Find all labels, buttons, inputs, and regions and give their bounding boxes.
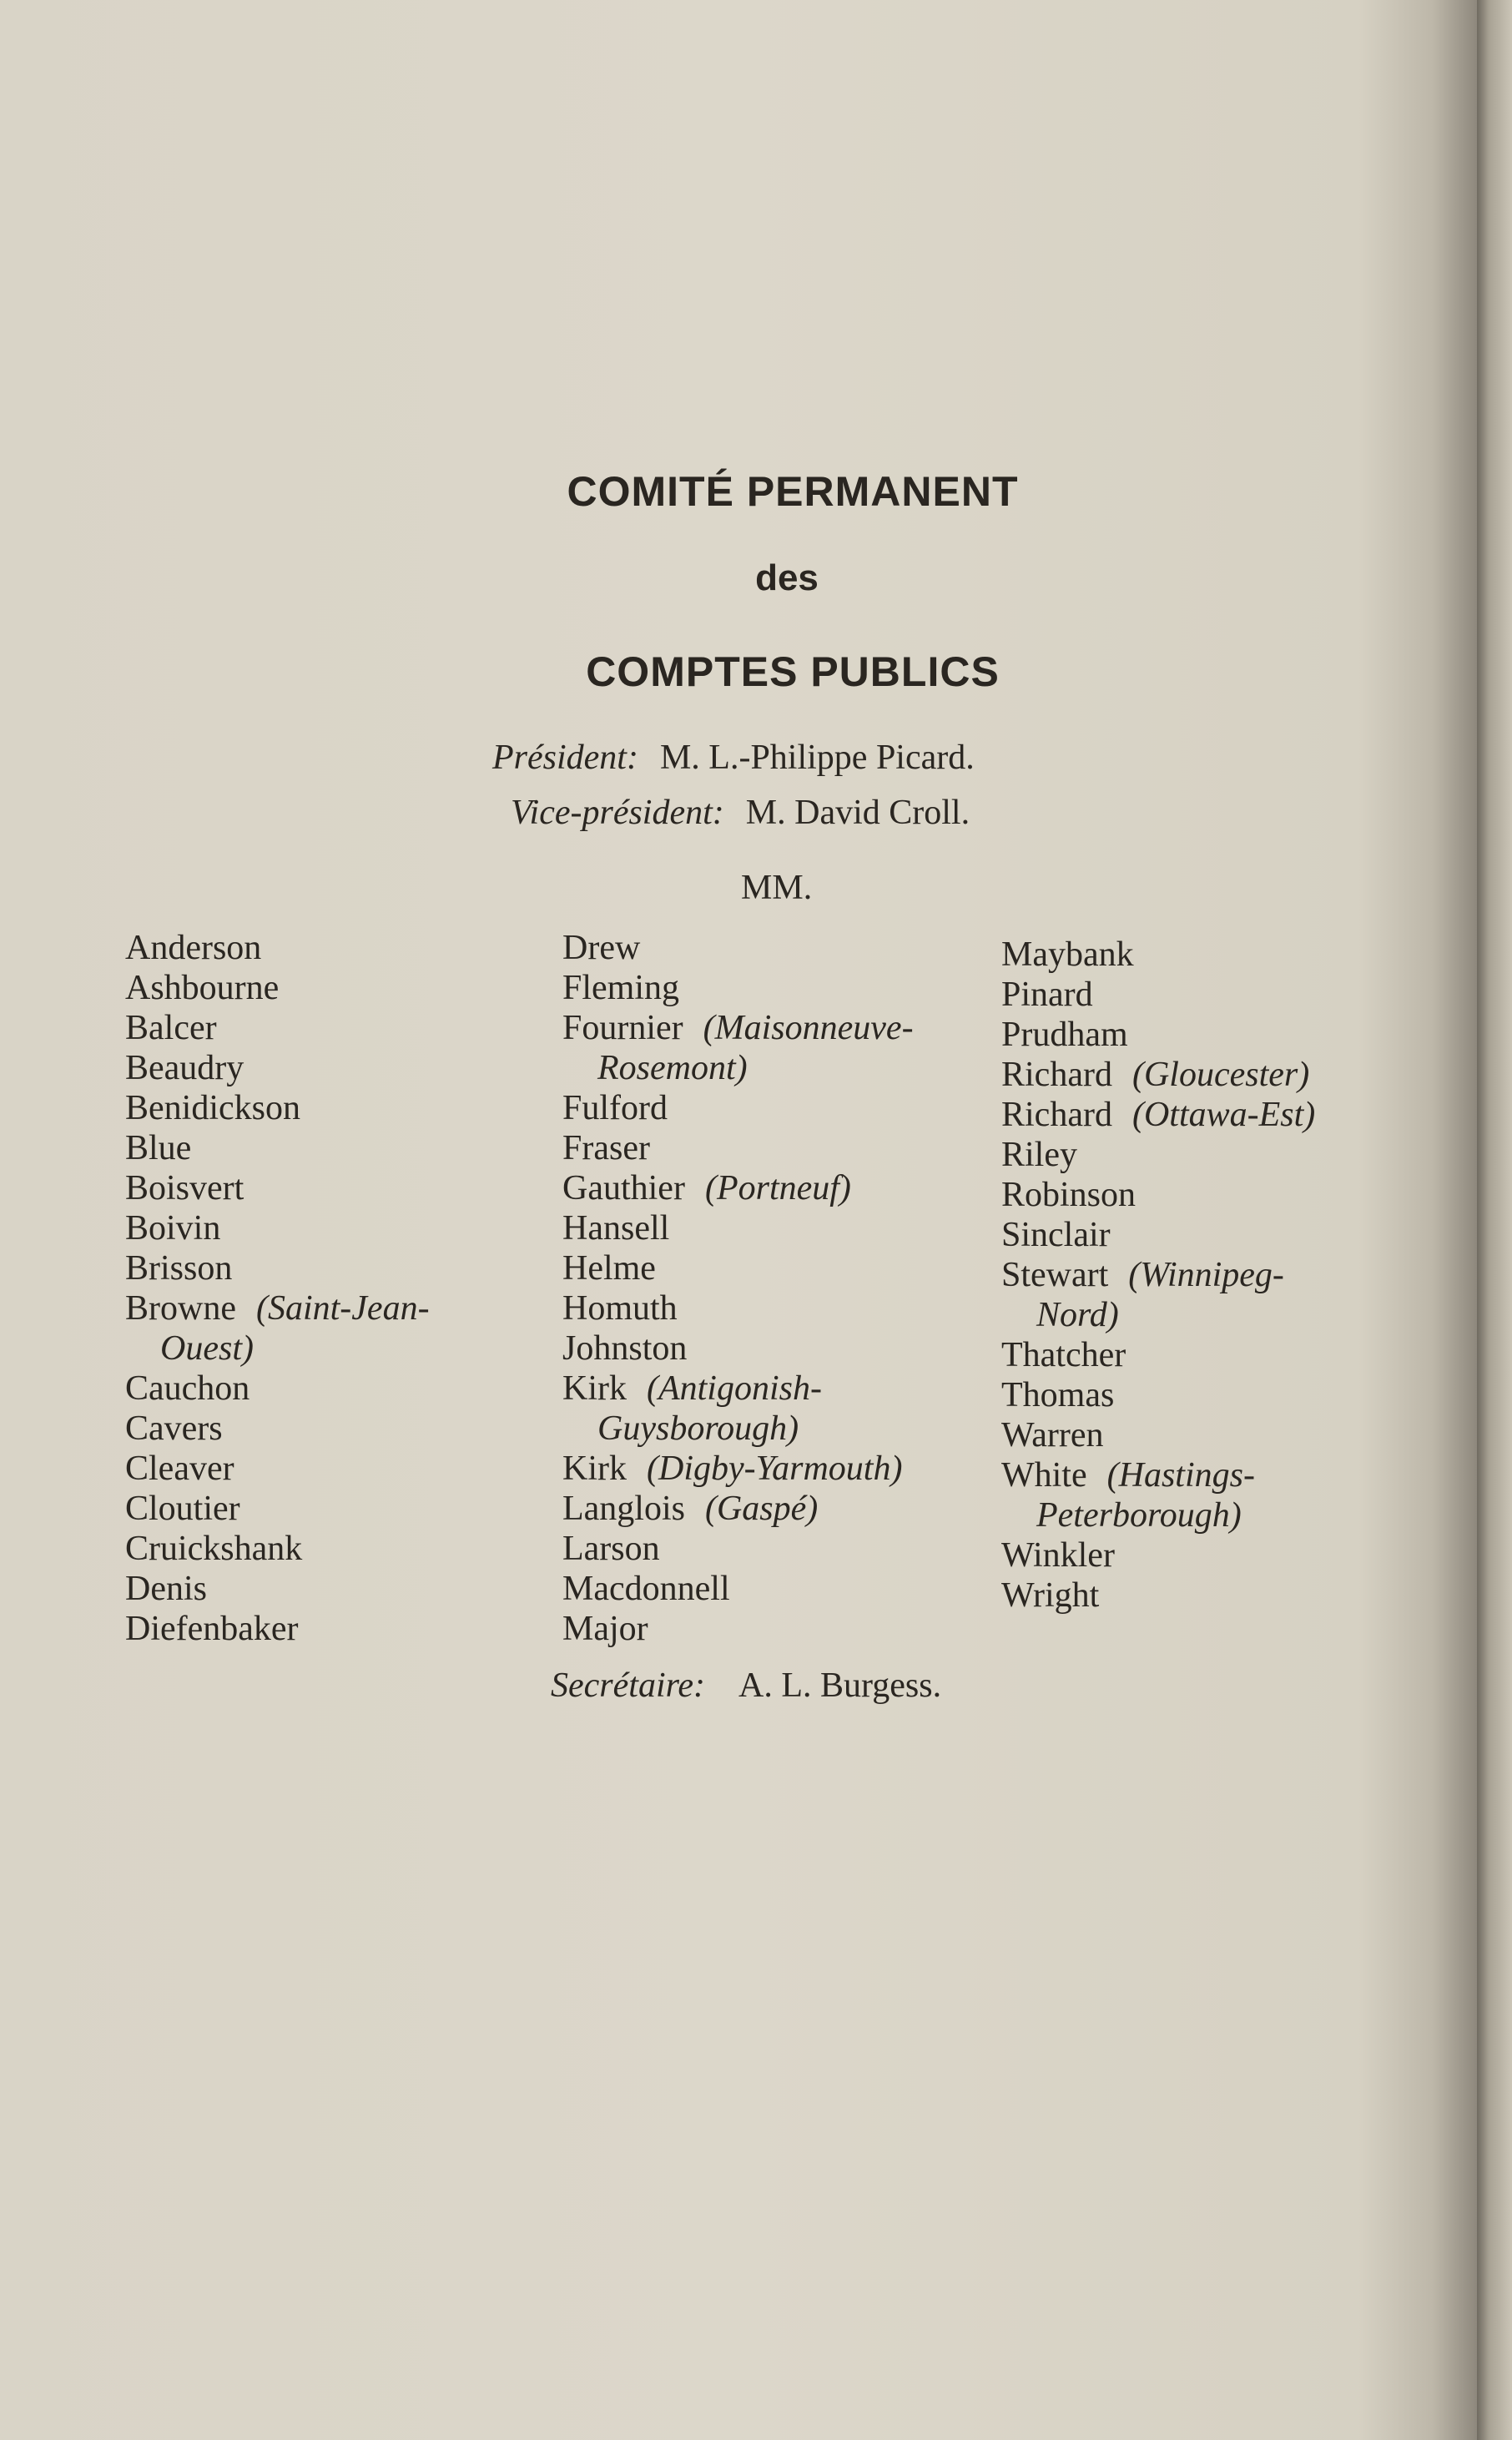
secretary-line: [551, 1666, 941, 1706]
vice-president-label: Vice-président:: [511, 794, 724, 832]
member-entry: [125, 1569, 430, 1609]
member-entry: [125, 928, 430, 968]
member-name: Winkler: [1001, 1536, 1115, 1575]
member-entry: [562, 1208, 914, 1248]
member-entry: [562, 1529, 914, 1569]
member-name: Thatcher: [1001, 1336, 1126, 1374]
vice-president-name: M. David Croll.: [745, 794, 970, 832]
members-column-2: [562, 928, 914, 1649]
member-entry: [562, 968, 914, 1008]
member-name: Hansell: [562, 1209, 670, 1248]
member-entry: [562, 1328, 914, 1369]
member-name: Balcer: [125, 1009, 217, 1047]
member-name: Gauthier: [562, 1169, 685, 1207]
member-name: Brisson: [125, 1249, 233, 1288]
members-header: MM.: [741, 869, 813, 907]
president-line: [492, 738, 975, 778]
member-entry: [562, 1369, 914, 1409]
member-riding-continuation: Guysborough): [597, 1409, 799, 1448]
member-name: Blue: [125, 1129, 192, 1167]
member-entry: [1001, 1335, 1315, 1375]
member-entry: [1001, 1415, 1315, 1455]
member-entry: [562, 1288, 914, 1328]
member-name: Langlois: [562, 1490, 685, 1528]
member-riding: (Winnipeg-: [1128, 1256, 1284, 1294]
member-entry: [562, 1088, 914, 1128]
member-entry: [562, 1449, 914, 1489]
member-riding: (Antigonish-: [647, 1369, 822, 1408]
member-riding: (Hastings-: [1106, 1456, 1255, 1495]
member-name: Denis: [125, 1570, 207, 1608]
member-name: Major: [562, 1610, 648, 1648]
member-name: Fraser: [562, 1129, 650, 1167]
member-name: Cleaver: [125, 1449, 234, 1488]
title-connector: des: [755, 557, 819, 598]
member-name: Wright: [1001, 1576, 1100, 1615]
member-name: Ashbourne: [125, 969, 280, 1007]
member-entry: [125, 1409, 430, 1449]
member-entry: [125, 1609, 430, 1649]
member-name: Kirk: [562, 1369, 627, 1408]
member-name: Maybank: [1001, 935, 1134, 974]
vice-president-line: [511, 793, 970, 833]
member-name: Warren: [1001, 1416, 1104, 1454]
member-name: Homuth: [562, 1289, 678, 1328]
member-entry: [125, 1168, 430, 1208]
member-entry: [1001, 1535, 1315, 1575]
member-entry: [562, 1489, 914, 1529]
member-name: Kirk: [562, 1449, 627, 1488]
member-entry: [1001, 1015, 1315, 1055]
member-entry: [1001, 1135, 1315, 1175]
member-name: Riley: [1001, 1136, 1077, 1174]
member-name: Fleming: [562, 969, 680, 1007]
committee-subject: COMPTES PUBLICS: [586, 648, 1000, 695]
member-riding-continuation: Peterborough): [1036, 1496, 1242, 1535]
member-name: Cavers: [125, 1409, 223, 1448]
member-riding: (Gloucester): [1131, 1056, 1310, 1094]
member-entry: [125, 1489, 430, 1529]
member-entry: [562, 1008, 914, 1048]
member-entry: [1001, 1375, 1315, 1415]
member-entry: [125, 1008, 430, 1048]
member-entry: [125, 1449, 430, 1489]
member-riding-continuation: Ouest): [160, 1329, 254, 1368]
member-riding: (Ottawa-Est): [1131, 1096, 1316, 1134]
member-name: Fulford: [562, 1089, 668, 1127]
secretary-name: A. L. Burgess.: [738, 1666, 942, 1705]
member-name: Anderson: [125, 929, 262, 967]
member-entry: [562, 1569, 914, 1609]
member-entry: [125, 1048, 430, 1088]
member-riding: (Digby-Yarmouth): [647, 1449, 903, 1488]
member-name: Diefenbaker: [125, 1610, 299, 1648]
member-name: Beaudry: [125, 1049, 244, 1087]
member-entry: [1001, 935, 1315, 975]
member-riding: (Portneuf): [704, 1169, 851, 1207]
member-name: Cruickshank: [125, 1530, 303, 1568]
member-entry: [125, 968, 430, 1008]
member-entry: [125, 1529, 430, 1569]
member-name: Boisvert: [125, 1169, 244, 1207]
member-riding: (Maisonneuve-: [703, 1009, 914, 1047]
member-entry: [562, 1168, 914, 1208]
member-riding-continuation: Nord): [1036, 1296, 1119, 1334]
member-name: Thomas: [1001, 1376, 1115, 1414]
member-entry: [1001, 1095, 1315, 1135]
member-name: Richard: [1001, 1056, 1112, 1094]
member-name: Boivin: [125, 1209, 221, 1248]
member-entry: [125, 1248, 430, 1288]
member-entry: [1001, 1055, 1315, 1095]
member-entry: [1001, 1175, 1315, 1215]
member-name: Sinclair: [1001, 1216, 1111, 1254]
president-name: M. L.-Philippe Picard.: [659, 739, 975, 777]
member-entry: [1001, 975, 1315, 1015]
member-entry: [125, 1288, 430, 1328]
member-entry: [125, 1128, 430, 1168]
member-entry: [125, 1088, 430, 1128]
member-name: Johnston: [562, 1329, 688, 1368]
member-riding-continuation: Rosemont): [597, 1049, 748, 1087]
member-name: Robinson: [1001, 1176, 1137, 1214]
member-entry: [1001, 1255, 1315, 1295]
member-riding: (Saint-Jean-: [255, 1289, 430, 1328]
member-name: Pinard: [1001, 975, 1093, 1014]
member-name: Cloutier: [125, 1490, 240, 1528]
member-name: Fournier: [562, 1009, 683, 1047]
member-name: Stewart: [1001, 1256, 1109, 1294]
member-entry: [562, 1609, 914, 1649]
member-entry: [1001, 1215, 1315, 1255]
member-entry: [562, 1248, 914, 1288]
members-column-1: [125, 928, 430, 1649]
member-entry: [1001, 1575, 1315, 1616]
member-entry: [125, 1369, 430, 1409]
member-name: Prudham: [1001, 1016, 1128, 1054]
members-column-3: [1001, 935, 1315, 1616]
president-label: Président:: [492, 739, 638, 777]
member-riding: (Gaspé): [704, 1490, 819, 1528]
member-name: Larson: [562, 1530, 660, 1568]
member-entry: [125, 1208, 430, 1248]
member-name: White: [1001, 1456, 1087, 1495]
member-name: Cauchon: [125, 1369, 250, 1408]
member-name: Drew: [562, 929, 641, 967]
member-name: Helme: [562, 1249, 656, 1288]
member-name: Macdonnell: [562, 1570, 730, 1608]
member-entry: [1001, 1455, 1315, 1495]
member-name: Richard: [1001, 1096, 1112, 1134]
binding-gutter: [1477, 0, 1512, 2440]
secretary-label: Secrétaire:: [551, 1666, 706, 1705]
member-name: Benidickson: [125, 1089, 300, 1127]
member-name: Browne: [125, 1289, 236, 1328]
member-entry: [562, 928, 914, 968]
member-entry: [562, 1128, 914, 1168]
committee-title: COMITÉ PERMANENT: [567, 468, 1019, 515]
